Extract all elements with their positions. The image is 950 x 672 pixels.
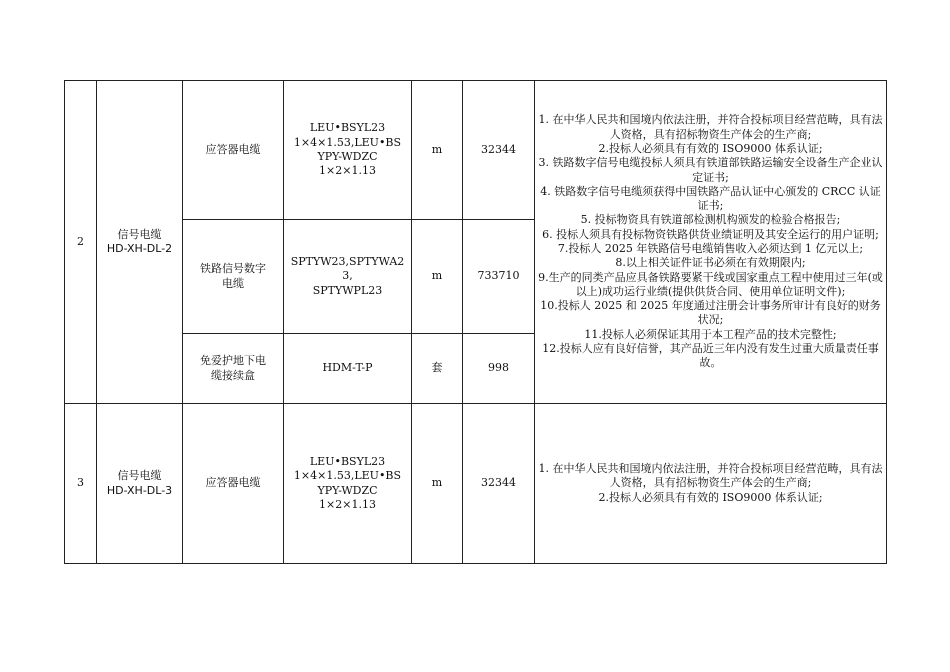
requirement-item: 9.生产的同类产品应具备铁路要紧干线或国家重点工程中使用过三年(或以上)成功运行业绩(提供供货合同、使用单位证明文件); xyxy=(538,270,883,298)
unit-cell: 套 xyxy=(412,334,463,404)
product-model xyxy=(284,220,412,334)
category-cell xyxy=(97,404,183,564)
product-name-line: 应答器电缆 xyxy=(205,476,261,490)
table-row xyxy=(65,81,887,220)
quantity-cell: 998 xyxy=(463,334,535,404)
model-line: 1×2×1.13 xyxy=(319,497,376,511)
requirement-item: 2.投标人必须具有有效的 ISO9000 体系认证; xyxy=(598,141,823,155)
category-cell xyxy=(97,81,183,404)
model-line: SPTYWPL23 xyxy=(312,283,383,297)
requirement-item: 12.投标人应有良好信誉，其产品近三年内没有发生过重大质量责任事故。 xyxy=(542,342,879,370)
quantity-cell: 32344 xyxy=(463,81,535,220)
model-line: HDM-T-P xyxy=(322,361,373,375)
requirement-item: 11.投标人必须保证其用于本工程产品的技术完整性; xyxy=(584,327,837,341)
product-model xyxy=(284,81,412,220)
requirement-item: 1. 在中华人民共和国境内依法注册，并符合投标项目经营范畴，具有法人资格，具有招标物资生产体会的生产商; xyxy=(538,113,883,141)
model-line: LEU•BSYL23 xyxy=(309,121,386,135)
quantity-cell: 733710 xyxy=(463,220,535,334)
category-name: 信号电缆 xyxy=(117,227,162,241)
qualification-requirements xyxy=(535,404,887,564)
product-name xyxy=(183,404,284,564)
product-name xyxy=(183,220,284,334)
product-name-line: 应答器电缆 xyxy=(205,142,261,156)
requirement-item: 6. 投标人须具有投标物资铁路供货业绩证明及其安全运行的用户证明; xyxy=(542,227,879,241)
unit-cell: m xyxy=(412,81,463,220)
unit-cell: m xyxy=(412,404,463,564)
category-code: HD-XH-DL-2 xyxy=(106,242,173,255)
product-name-line: 免爱护地下电 xyxy=(200,354,266,368)
product-model xyxy=(284,404,412,564)
row-number: 2 xyxy=(65,81,97,404)
table-row xyxy=(65,404,887,564)
model-line: 1×2×1.13 xyxy=(319,164,376,178)
product-model xyxy=(284,334,412,404)
category-name: 信号电缆 xyxy=(117,469,162,483)
unit-cell: m xyxy=(412,220,463,334)
product-name-line: 电缆 xyxy=(222,276,244,290)
requirement-item: 8.以上相关证件证书必须在有效期限内; xyxy=(615,256,806,270)
qualification-requirements xyxy=(535,81,887,404)
product-name xyxy=(183,334,284,404)
product-name-line: 缆接续盒 xyxy=(211,368,255,382)
category-code: HD-XH-DL-3 xyxy=(106,483,173,497)
product-name xyxy=(183,81,284,220)
requirement-item: 3. 铁路数字信号电缆投标人须具有铁道部铁路运输安全设备生产企业认定证书; xyxy=(538,156,883,184)
requirement-item: 5. 投标物资具有铁道部检测机构颁发的检验合格报告; xyxy=(580,213,841,227)
requirement-item: 7.投标人 2025 年铁路信号电缆销售收入必须达到 1 亿元以上; xyxy=(557,242,864,255)
model-line: YPY-WDZC xyxy=(317,483,378,497)
model-line: 1×4×1.53,LEU•BS xyxy=(293,135,402,149)
model-line: SPTYW23,SPTYWA23, xyxy=(290,255,405,283)
specification-table xyxy=(64,80,887,564)
requirement-item: 10.投标人 2025 和 2025 年度通过注册会计事务所审计有良好的财务状况; xyxy=(540,299,881,327)
requirement-item: 1. 在中华人民共和国境内依法注册，并符合投标项目经营范畴，具有法人资格，具有招标物资生产体会的生产商; xyxy=(538,462,883,490)
row-number: 3 xyxy=(65,404,97,564)
requirement-item: 2.投标人必须具有有效的 ISO9000 体系认证; xyxy=(598,490,823,504)
model-line: YPY-WDZC xyxy=(317,150,378,163)
requirement-item: 4. 铁路数字信号电缆须获得中国铁路产品认证中心颁发的 CRCC 认证证书; xyxy=(540,184,881,213)
product-name-line: 铁路信号数字 xyxy=(200,262,266,276)
quantity-cell: 32344 xyxy=(463,404,535,564)
model-line: 1×4×1.53,LEU•BS xyxy=(293,469,402,483)
model-line: LEU•BSYL23 xyxy=(309,454,386,468)
